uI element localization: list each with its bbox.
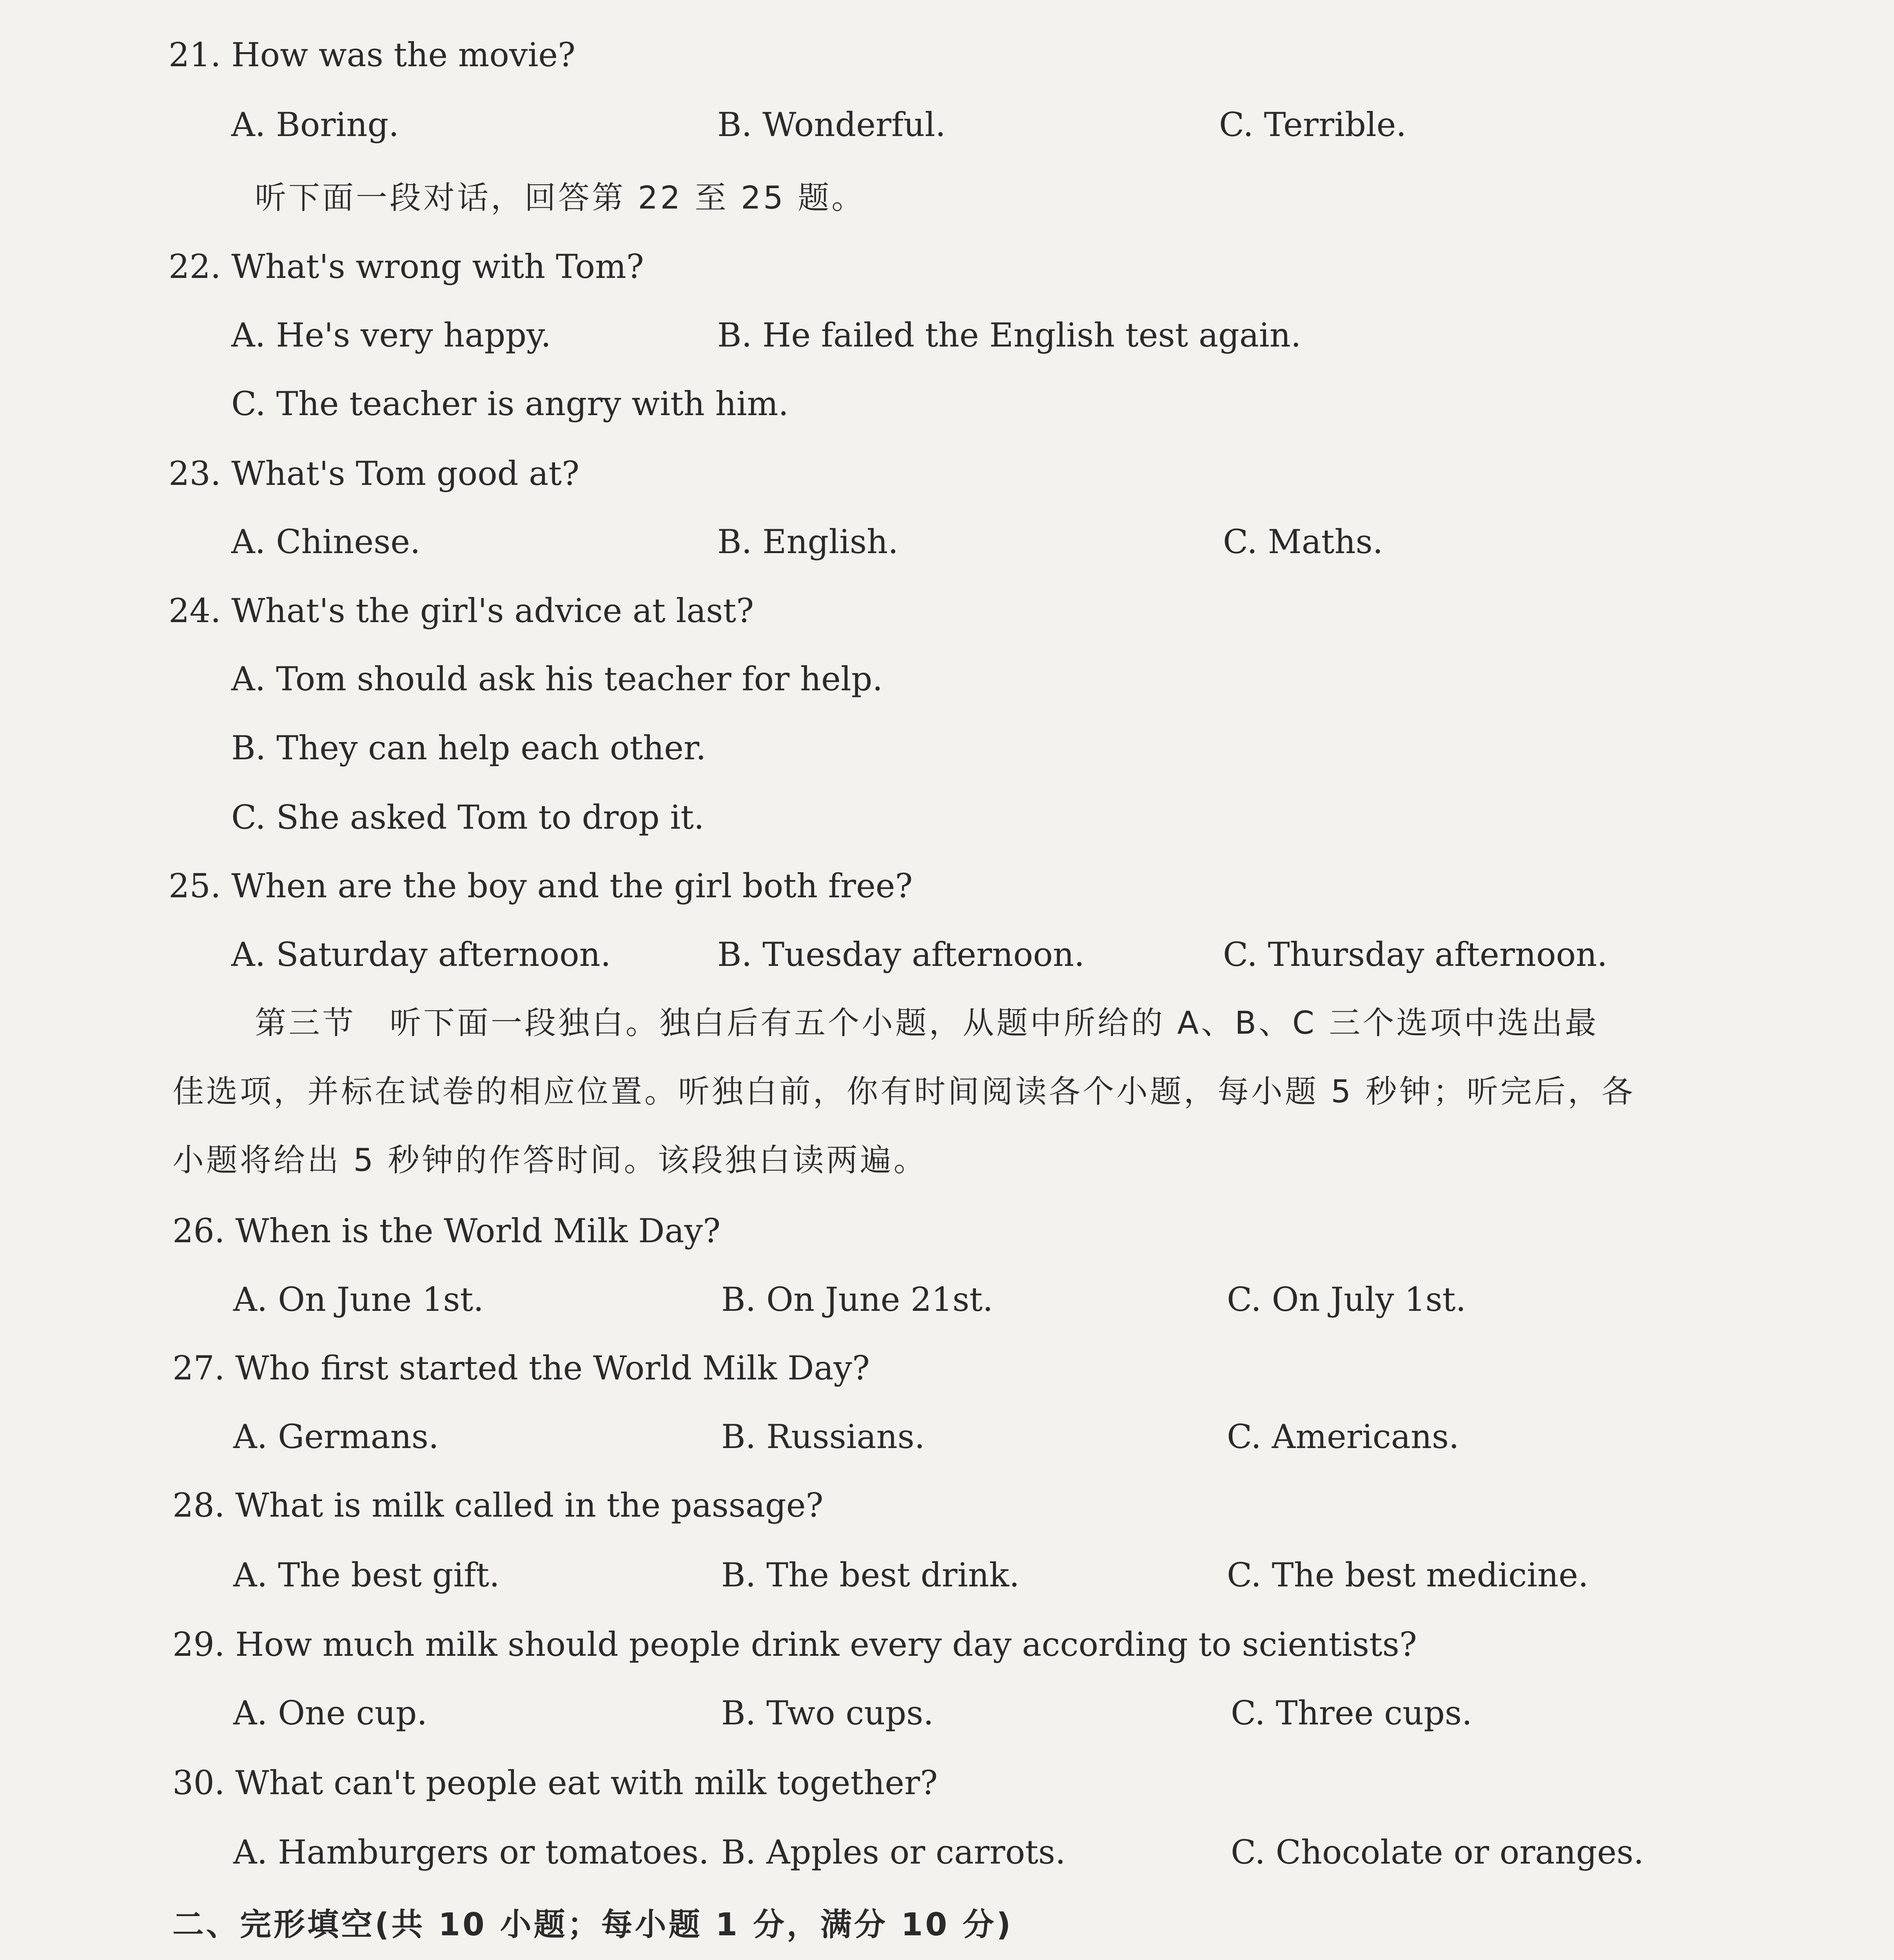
q29-option-b: B. Two cups. <box>721 1694 934 1732</box>
q24-option-b: B. They can help each other. <box>231 729 706 767</box>
q26-option-c: C. On July 1st. <box>1227 1280 1466 1319</box>
question-30: 30. What can't people eat with milk together? <box>172 1764 938 1802</box>
question-23: 23. What's Tom good at? <box>169 454 580 493</box>
q21-option-b: B. Wonderful. <box>717 105 946 144</box>
q24-option-a: A. Tom should ask his teacher for help. <box>231 660 883 698</box>
q21-option-c: C. Terrible. <box>1219 105 1407 144</box>
dialog-instruction-22-25: 听下面一段对话，回答第 22 至 25 题。 <box>255 180 865 216</box>
question-25: 25. When are the boy and the girl both free? <box>169 867 913 905</box>
q25-option-c: C. Thursday afternoon. <box>1223 935 1608 974</box>
q27-option-c: C. Americans. <box>1227 1417 1459 1456</box>
section3-instruction-line2: 佳选项，并标在试卷的相应位置。听独白前，你有时间阅读各个小题，每小题 5 秒钟；听完后，各 <box>172 1073 1635 1110</box>
q28-option-c: C. The best medicine. <box>1227 1556 1589 1594</box>
q27-option-a: A. Germans. <box>233 1417 439 1456</box>
question-29: 29. How much milk should people drink every day according to scientists? <box>172 1625 1417 1664</box>
q26-option-a: A. On June 1st. <box>233 1280 484 1319</box>
section3-instruction-line1: 第三节 听下面一段独白。独白后有五个小题，从题中所给的 A、B、C 三个选项中选出最 <box>255 1005 1599 1041</box>
q29-option-c: C. Three cups. <box>1231 1694 1472 1732</box>
question-28: 28. What is milk called in the passage? <box>172 1486 824 1524</box>
q30-option-c: C. Chocolate or oranges. <box>1231 1833 1644 1871</box>
q21-option-a: A. Boring. <box>231 105 399 144</box>
question-27: 27. Who first started the World Milk Day? <box>172 1349 870 1387</box>
part2-title: 二、完形填空(共 10 小题；每小题 1 分，满分 10 分) <box>172 1906 1013 1943</box>
question-26: 26. When is the World Milk Day? <box>172 1212 721 1250</box>
section3-instruction-line3: 小题将给出 5 秒钟的作答时间。该段独白读两遍。 <box>172 1142 927 1178</box>
question-22: 22. What's wrong with Tom? <box>169 247 644 286</box>
q22-option-b: B. He failed the English test again. <box>717 316 1301 354</box>
q28-option-a: A. The best gift. <box>233 1556 500 1594</box>
q30-option-b: B. Apples or carrots. <box>721 1833 1066 1871</box>
question-21: 21. How was the movie? <box>169 36 576 74</box>
q27-option-b: B. Russians. <box>721 1417 925 1456</box>
question-24: 24. What's the girl's advice at last? <box>169 592 754 630</box>
q23-option-c: C. Maths. <box>1223 523 1383 561</box>
q25-option-b: B. Tuesday afternoon. <box>717 935 1085 974</box>
q26-option-b: B. On June 21st. <box>721 1280 993 1319</box>
q22-option-a: A. He's very happy. <box>231 316 552 354</box>
q22-option-c: C. The teacher is angry with him. <box>231 385 789 423</box>
q24-option-c: C. She asked Tom to drop it. <box>231 798 704 837</box>
q23-option-b: B. English. <box>717 523 898 561</box>
q28-option-b: B. The best drink. <box>721 1556 1020 1594</box>
q30-option-a: A. Hamburgers or tomatoes. <box>233 1833 709 1871</box>
q25-option-a: A. Saturday afternoon. <box>231 935 611 974</box>
q29-option-a: A. One cup. <box>233 1694 428 1732</box>
q23-option-a: A. Chinese. <box>231 523 421 561</box>
